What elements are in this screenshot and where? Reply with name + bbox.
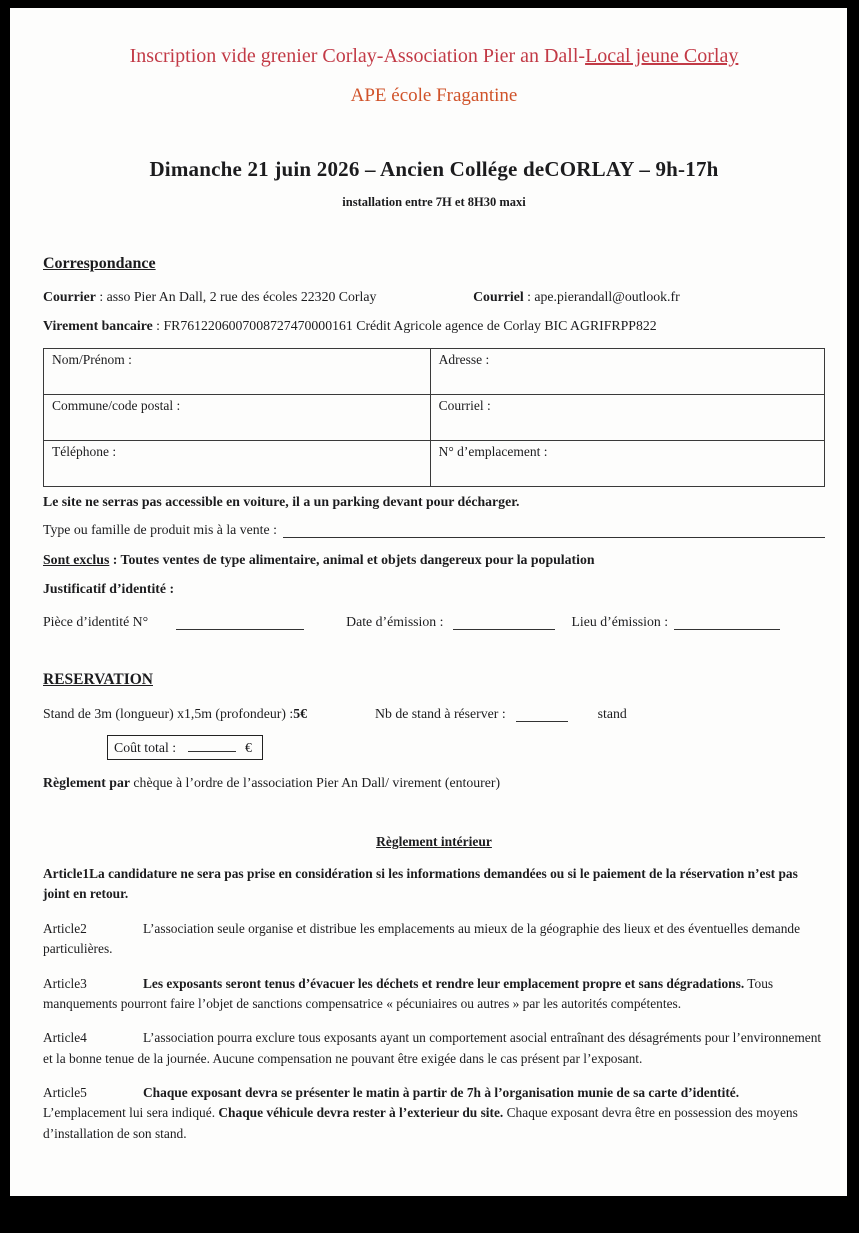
document-page xyxy=(10,8,847,1196)
article-text: Chaque véhicule devra rester à l’exterieur du site. xyxy=(218,1105,504,1121)
article-article2 xyxy=(43,919,825,960)
virement-line xyxy=(43,318,825,334)
date-emission-label: Date d’émission : xyxy=(346,614,444,629)
payment-method-line xyxy=(43,775,825,791)
article-article4 xyxy=(43,1028,825,1069)
exclusions-label: Sont exclus xyxy=(43,552,110,567)
form-table-row xyxy=(44,349,825,395)
date-emission-blank xyxy=(453,616,555,630)
article-text: Chaque exposant devra se présenter le matin à partir de 7h à l’organisation munie de sa carte d’identité. xyxy=(143,1085,740,1100)
nb-stand-label: Nb de stand à réserver : xyxy=(375,706,506,721)
piece-identite-label: Pièce d’identité N° xyxy=(43,614,149,629)
article-number: Article1 xyxy=(43,866,90,881)
article-text: Les exposants seront tenus d’évacuer les déchets et rendre leur emplacement propre et sans dégradations. xyxy=(143,975,745,991)
stand-suffix: stand xyxy=(597,706,627,721)
courrier-label: Courrier xyxy=(43,289,96,304)
form-cell-right xyxy=(430,349,824,395)
identity-line xyxy=(43,614,825,630)
product-type-label: Type ou famille de produit mis à la vente : xyxy=(43,522,277,537)
form-cell-label: N° d’emplacement : xyxy=(438,444,548,459)
article-number: Article4 xyxy=(43,1030,87,1046)
event-date-heading: Dimanche 21 juin 2026 – Ancien Collége deCORLAY – 9h-17h xyxy=(149,157,719,181)
stand-price: 5€ xyxy=(293,706,308,721)
correspondance-heading: Correspondance xyxy=(43,255,156,272)
articles-section xyxy=(43,864,825,1144)
reglement-par-text: chèque à l’ordre de l’association Pier An Dall/ virement (entourer) xyxy=(129,775,501,790)
form-cell-label: Commune/code postal : xyxy=(52,398,181,413)
cout-total-label: Coût total : xyxy=(114,740,177,755)
article-text: L’association seule organise et distribue les emplacements au mieux de la géographie des lieux et des éventuelles demande particulières. xyxy=(43,920,801,957)
document-content xyxy=(10,45,847,1233)
nb-stand-blank xyxy=(516,708,568,722)
reservation-heading: RESERVATION xyxy=(43,671,153,688)
euro-sign: € xyxy=(245,740,252,755)
courrier-line xyxy=(43,289,473,305)
courriel-line xyxy=(473,289,680,305)
virement-label: Virement bancaire xyxy=(43,318,153,333)
cout-total-row xyxy=(43,722,825,760)
article-text: Tous manquements pourront faire l’objet de sanctions compensatrice « pécuniaires ou autres » par les autorités compétentes. xyxy=(43,975,774,1011)
article-article5 xyxy=(43,1083,825,1144)
piece-identite-blank xyxy=(176,616,304,630)
article-text: La candidature ne sera pas prise en considération si les informations demandées ou si le paiement de la réservation n’est pas joint en retour. xyxy=(43,866,798,902)
product-type-line xyxy=(43,522,825,538)
article-article1 xyxy=(43,864,825,905)
form-cell-left xyxy=(44,395,431,441)
contact-row xyxy=(43,289,825,305)
installation-note: installation entre 7H et 8H30 maxi xyxy=(342,195,526,209)
form-cell-right xyxy=(430,441,824,487)
article-number: Article2 xyxy=(43,920,87,936)
article-text: L’association pourra exclure tous exposants ayant un comportement asocial entraînant des désagréments pour l’environnement et la bonne tenue de la journée. Aucune compensation ne pouvant être exigée dans le cas présent par l’exposant. xyxy=(43,1030,822,1066)
reglement-par-label: Règlement par xyxy=(43,775,130,790)
form-cell-left xyxy=(44,349,431,395)
article-text: L’emplacement lui sera indiqué. xyxy=(43,1105,219,1121)
article-number: Article5 xyxy=(43,1085,87,1100)
form-cell-label: Nom/Prénom : xyxy=(52,352,132,367)
exclusions-text: : Toutes ventes de type alimentaire, animal et objets dangereux pour la population xyxy=(109,552,595,567)
courriel-label: Courriel xyxy=(473,289,524,304)
title-main-text: Inscription vide grenier Corlay-Association Pier an Dall- xyxy=(129,45,586,67)
form-cell-label: Courriel : xyxy=(438,398,491,413)
contact-form-table xyxy=(43,348,825,487)
form-cell-label: Téléphone : xyxy=(52,444,117,459)
lieu-emission-label: Lieu d’émission : xyxy=(571,614,669,629)
exclusions-line xyxy=(43,552,825,568)
form-cell-left xyxy=(44,441,431,487)
lieu-emission-blank xyxy=(674,616,780,630)
product-type-blank xyxy=(283,524,825,538)
stand-label: Stand de 3m (longueur) x1,5m (profondeur) : xyxy=(43,706,294,721)
virement-value: : FR7612206007008727470000161 Crédit Agricole agence de Corlay BIC AGRIFRPP822 xyxy=(152,318,657,333)
stand-price-line xyxy=(43,706,825,722)
article-number: Article3 xyxy=(43,975,87,991)
form-table-row xyxy=(44,395,825,441)
courrier-value: : asso Pier An Dall, 2 rue des écoles 22320 Corlay xyxy=(95,289,377,304)
article-text: Chaque exposant devra être en possession des moyens d’installation de son stand. xyxy=(43,1105,798,1141)
form-cell-right xyxy=(430,395,824,441)
justificatif-heading: Justificatif d’identité : xyxy=(43,581,175,596)
site-access-note: Le site ne serras pas accessible en voiture, il a un parking devant pour décharger. xyxy=(43,494,520,509)
cout-total-box xyxy=(107,735,263,760)
courriel-value: : ape.pierandall@outlook.fr xyxy=(523,289,680,304)
reglement-interieur-heading: Règlement intérieur xyxy=(376,834,492,849)
article-article3 xyxy=(43,974,825,1015)
form-table-row xyxy=(44,441,825,487)
cout-total-blank xyxy=(188,738,236,752)
title-underlined-text: Local jeune Corlay xyxy=(585,45,739,67)
form-cell-label: Adresse : xyxy=(438,352,490,367)
document-title xyxy=(43,45,825,68)
document-subtitle: APE école Fragantine xyxy=(350,85,518,106)
